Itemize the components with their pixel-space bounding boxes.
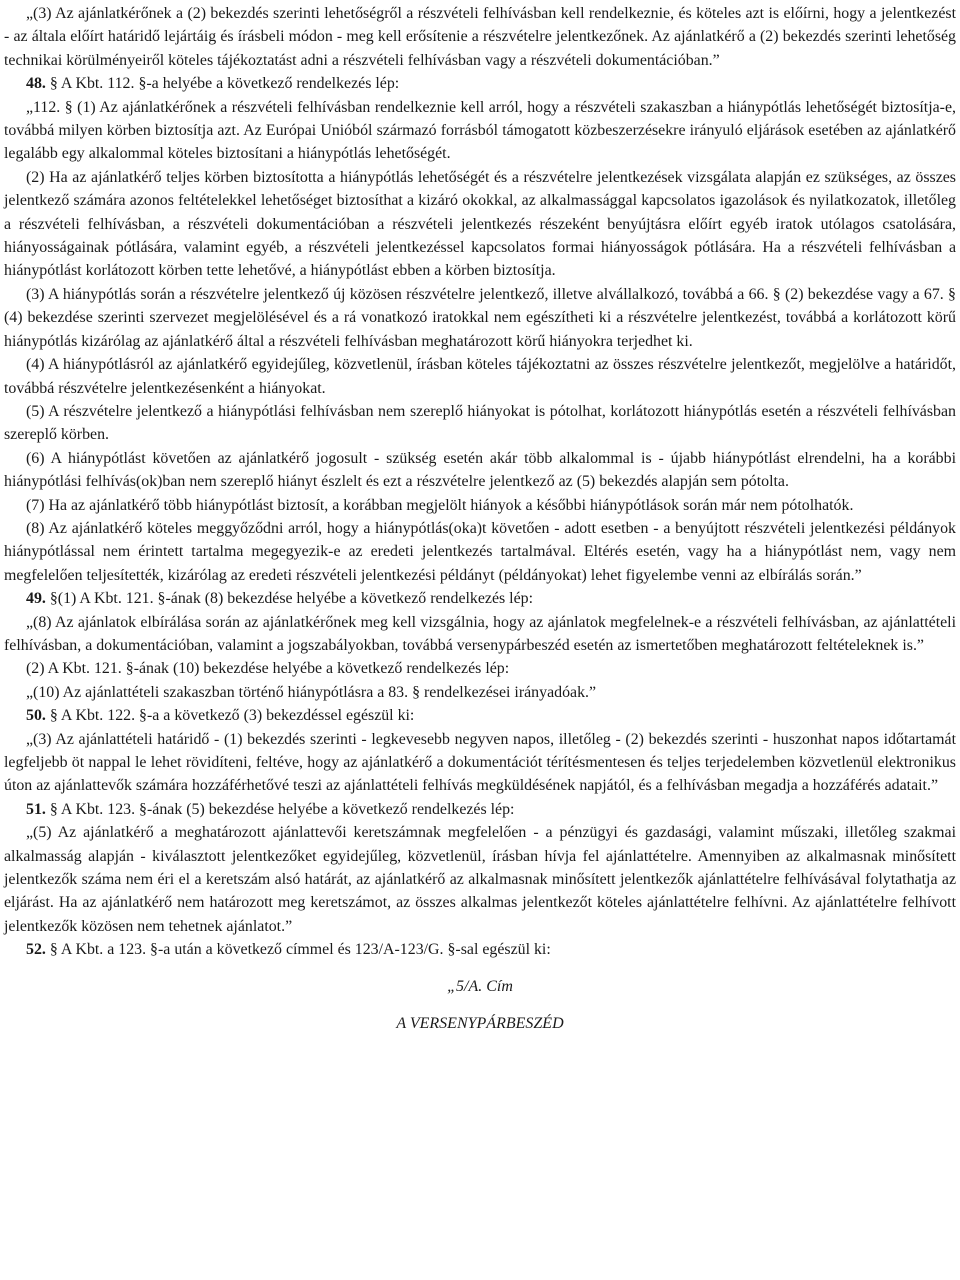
paragraph-text: (5) A részvételre jelentkező a hiánypótlási felhívásban nem szereplő hiányokat is pótolhat, korlátozott hiánypótlás esetén a részvételi felhívásban szereplő körben. — [4, 402, 956, 444]
paragraph-text: (4) A hiánypótlásról az ajánlatkérő egyidejűleg, közvetlenül, írásban köteles tájékoztatni az összes részvételre jelentkezőt, megjelölve a határidőt, továbbá részvételre jelentkezésenként a hiányokat. — [4, 356, 956, 397]
paragraph — [4, 400, 956, 447]
paragraph-text: „(10) Az ajánlattételi szakaszban történő hiánypótlásra a 83. § rendelkezései irányadóak.” — [26, 683, 597, 701]
paragraph — [4, 283, 956, 353]
paragraph-text: „(3) Az ajánlatkérőnek a (2) bekezdés szerinti lehetőségről a részvételi felhívásban kell rendelkeznie, és köteles azt is előírni, hogy a jelentkezést - az általa előírt határidő lejártáig és írásbeli módon - meg kell erősítenie a részvételre jelentkezőnek. Az ajánlatkérő a (2) bekezdés szerinti lehetőség technikai körülményeiről köteles tájékoztatást adni a részvételi felhívásban vagy a részvételi dokumentációban.” — [4, 5, 956, 69]
section-number: 50. — [26, 707, 46, 725]
paragraph-text: (6) A hiánypótlást követően az ajánlatkérő jogosult - szükség esetén akár több alkalommal is - újabb hiánypótlást elrendelni, ha a korábbi hiánypótlási felhívás(ok)ban nem szereplő hiányt észlelt és ezt a részvételre jelentkező az (5) bekezdés alapján sem pótolta. — [4, 449, 956, 491]
section-number: 48. — [26, 75, 46, 93]
paragraph-text: (8) Az ajánlatkérő köteles meggyőződni arról, hogy a hiánypótlás(oka)t követően - adott esetben - a benyújtott részvételi jelentkezési példányok hiánypótlással nem érintett tartalma megegyezik-e az eredeti jelentkezés tartalmával. Eltérés esetén, vagy ha a hiánypótlást nem, vagy nem megfelelően teljesítették, kizárólag az eredeti részvételi jelentkezési példányt (példányokat) lehet figyelembe venni az elbírálás során.” — [4, 519, 956, 584]
paragraph — [4, 657, 956, 680]
paragraph-text: „(3) Az ajánlattételi határidő - (1) bekezdés szerinti - legkevesebb negyven napos, illetőleg - (2) bekezdés szerinti - huszonhat napos időtartamát legfeljebb öt nappal le lehet rövidíteni, feltéve, hogy az ajánlatkérő a dokumentációt térítésmentesen és teljes terjedelemben közvetlenül elektronikus úton az ajánlattevők számára hozzáférhetővé teszi az ajánlattételi felhívás megküldésének napjától, és a felhívásban megadja a hozzáférés adatait.” — [4, 730, 956, 795]
paragraph-text: (2) A Kbt. 121. §-ának (10) bekezdése helyébe a következő rendelkezés lép: — [26, 660, 510, 678]
paragraph — [4, 611, 956, 658]
section-number: 52. — [26, 941, 46, 959]
spacer — [4, 962, 956, 975]
paragraph — [4, 353, 956, 400]
paragraph — [4, 517, 956, 587]
paragraph-text: § A Kbt. 112. §-a helyébe a következő rendelkezés lép: — [49, 75, 400, 93]
chapter-number-title: „5/A. Cím — [447, 977, 513, 995]
paragraph-text: (3) A hiánypótlás során a részvételre jelentkező új közösen részvételre jelentkező, illetve alvállalkozó, továbbá a 66. § (2) bekezdése vagy a 67. § (4) bekezdése szerinti szervezet megjelölésével és a rá vonatkozó iratokkal nem egészítheti ki a részvételre jelentkezést, továbbá a korlátozott körű hiánypótlás kizárólag az ajánlatkérő által a részvételi felhívásban meghatározott körű hiányokra terjedhet ki. — [4, 285, 956, 350]
paragraph-text: „(8) Az ajánlatok elbírálása során az ajánlatkérőnek meg kell vizsgálnia, hogy az ajánlatok megfelelnek-e a részvételi felhívásban, az ajánlattételi felhívásban, a dokumentációban, valamint a jogszabályokban, továbbá versenypárbeszéd esetén az ismertetőben meghatározott feltételeknek is.” — [4, 613, 956, 654]
section-heading-51 — [4, 798, 956, 821]
paragraph-text: „(5) Az ajánlatkérő a meghatározott ajánlattevői keretszámnak megfelelően - a pénzügyi és gazdasági, valamint műszaki, illetőleg szakmai alkalmasság alapján - kiválasztott jelentkezőket egyidejűleg, közvetlenül, írásban hívja fel ajánlattételre. Amennyiben az alkalmasnak minősített jelentkezők száma nem éri el a keretszám alsó határát, az ajánlatkérő az alkalmasnak minősített jelentkezők ajánlattételre felhívásával folytathatja az eljárást. Ha az ajánlatkérő nem határozott meg keretszámot, az összes alkalmas jelentkezőt köteles ajánlattételre felhívni. Az ajánlattételre felhívott jelentkezők közösen nem tehetnek ajánlatot.” — [4, 824, 956, 935]
paragraph — [4, 166, 956, 283]
section-number: 51. — [26, 800, 46, 818]
paragraph-text: (2) Ha az ajánlatkérő teljes körben biztosította a hiánypótlás lehetőségét és a részvételre jelentkezések vizsgálata alapján ez szükséges, az összes jelentkező számára azonos feltételekkel lehetőséget biztosíthat a kizáró okokkal, az alkalmassággal kapcsolatos igazolások és nyilatkozatok, illetőleg a részvételi felhívásban, a részvételi dokumentációban a részvételi jelentkezés részeként benyújtásra előírt egyéb iratok utólagos csatolására, hiányosságainak pótlására, valamint egyéb, a részvételi jelentkezéssel kapcsolatos formai hiányosságok pótlására. Ha a részvételi felhívásban a hiánypótlást korlátozott körben tette lehetővé, a hiánypótlást ebben a körben biztosítja. — [4, 168, 956, 280]
paragraph — [4, 2, 956, 72]
section-heading-48 — [4, 72, 956, 95]
paragraph — [4, 728, 956, 798]
paragraph — [4, 96, 956, 166]
paragraph-text: § A Kbt. a 123. §-a után a következő címmel és 123/A-123/G. §-sal egészül ki: — [49, 941, 551, 959]
paragraph-text: § A Kbt. 122. §-a a következő (3) bekezdéssel egészül ki: — [49, 707, 415, 725]
chapter-title: A VERSENYPÁRBESZÉD — [396, 1014, 564, 1032]
section-heading-52 — [4, 938, 956, 961]
section-heading-49 — [4, 587, 956, 610]
paragraph-text: § A Kbt. 123. §-ának (5) bekezdése helyébe a következő rendelkezés lép: — [49, 800, 515, 818]
paragraph — [4, 447, 956, 494]
paragraph-text: (7) Ha az ajánlatkérő több hiánypótlást biztosít, a korábban megjelölt hiányok a későbbi hiánypótlások során már nem pótolhatók. — [26, 496, 854, 514]
section-heading-50 — [4, 704, 956, 727]
paragraph — [4, 681, 956, 704]
paragraph-text: „112. § (1) Az ajánlatkérőnek a részvételi felhívásban rendelkeznie kell arról, hogy a részvételi szakaszban a hiánypótlás lehetőségét biztosítja-e, továbbá milyen körben biztosítja azt. Az Európai Unióból származó forrásból támogatott közbeszerzésekre irányuló eljárások esetében az ajánlatkérő legalább egy alkalommal köteles biztosítani a hiánypótlás lehetőségét. — [4, 98, 956, 163]
section-number: 49. — [26, 590, 46, 608]
paragraph — [4, 821, 956, 938]
paragraph-text: §(1) A Kbt. 121. §-ának (8) bekezdése helyébe a következő rendelkezés lép: — [49, 590, 534, 608]
paragraph — [4, 494, 956, 517]
